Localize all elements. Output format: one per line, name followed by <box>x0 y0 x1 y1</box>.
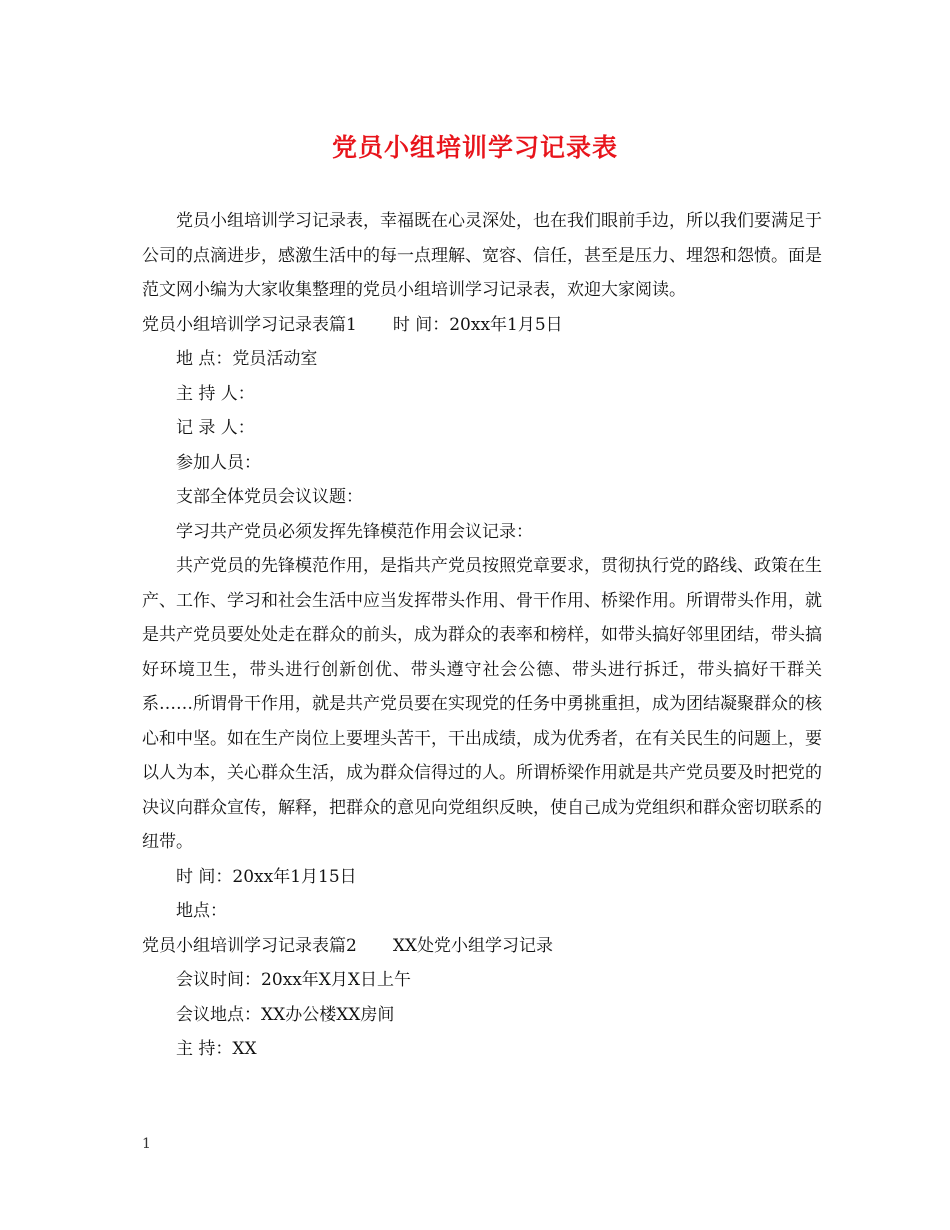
section1-place: 地 点：党员活动室 <box>176 349 318 369</box>
document-body <box>142 204 822 1067</box>
section2-heading: 党员小组培训学习记录表篇2 <box>142 935 357 956</box>
section2-subtitle: XX处党小组学习记录 <box>392 935 554 956</box>
section1-topic: 支部全体党员会议议题： <box>176 487 363 507</box>
intro-paragraph: 党员小组培训学习记录表，幸福既在心灵深处，也在我们眼前手边，所以我们要满足于公司的点滴进步，感激生活中的每一点理解、宽容、信任，甚至是压力、埋怨和怨愤。面是范文网小编为大家收集整理的党员小组培训学习记录表，欢迎大家阅读。 <box>142 211 822 300</box>
section2-meeting-time: 会议时间：20xx年X月X日上午 <box>176 970 412 990</box>
section2-heading-line <box>142 929 822 964</box>
section1-content-paragraph: 共产党员的先锋模范作用，是指共产党员按照党章要求，贯彻执行党的路线、政策在生产、工作、学习和社会生活中应当发挥带头作用、骨干作用、桥梁作用。所谓带头作用，就是共产党员要处处走在群众的前头，成为群众的表率和榜样，如带头搞好邻里团结，带头搞好环境卫生，带头进行创新创优、带头遵守社会公德、带头进行拆迁，带头搞好干群关系……所谓骨干作用，就是共产党员要在实现党的任务中勇挑重担，成为团结凝聚群众的核心和中坚。如在生产岗位上要埋头苦干，干出成绩，成为优秀者，在有关民生的问题上，要以人为本，关心群众生活，成为群众信得过的人。所谓桥梁作用就是共产党员要及时把党的决议向群众宣传，解释，把群众的意见向党组织反映，使自己成为党组织和群众密切联系的纽带。 <box>142 556 822 852</box>
section2-host: 主 持：XX <box>176 1039 257 1059</box>
section1-time: 时 间：20xx年1月5日 <box>392 314 563 335</box>
document-title: 党员小组培训学习记录表 <box>331 133 618 162</box>
section1-host: 主 持 人： <box>176 383 255 404</box>
page-number: 1 <box>142 1136 151 1152</box>
section1-heading: 党员小组培训学习记录表篇1 <box>142 314 357 335</box>
section1-place2: 地点： <box>176 901 227 921</box>
section1-heading-line <box>142 308 822 343</box>
section1-time2: 时 间：20xx年1月15日 <box>176 866 357 887</box>
section2-meeting-place: 会议地点：XX办公楼XX房间 <box>176 1004 395 1025</box>
section1-record: 学习共产党员必须发挥先锋模范作用会议记录： <box>176 521 533 542</box>
section1-recorder: 记 录 人： <box>176 418 255 438</box>
section1-attendees: 参加人员： <box>176 452 261 473</box>
